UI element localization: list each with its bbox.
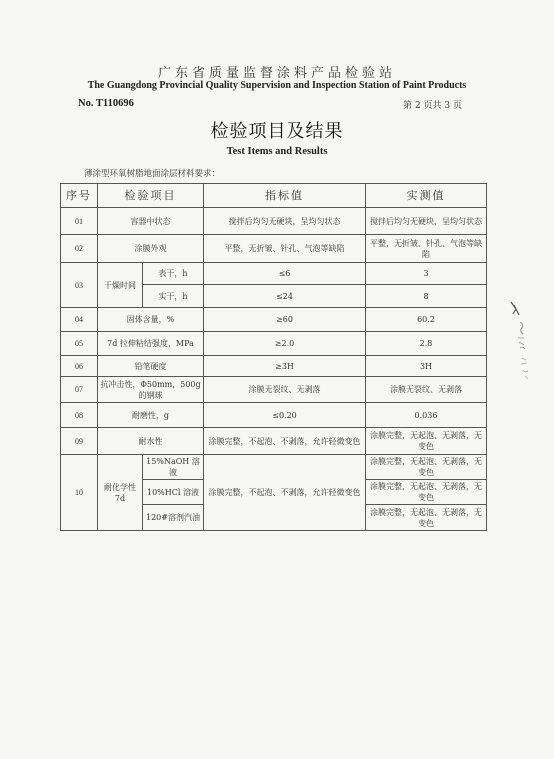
page-title-cn: 检验项目及结果	[210, 121, 344, 142]
row-spec: ≥2.0	[204, 332, 366, 356]
requirement-note: 薄涂型环氧树脂地面涂层材料要求：	[84, 169, 221, 179]
row-result: 涂膜完整，无起泡、无剥落，无变色	[366, 428, 487, 455]
row-result: 3H	[366, 356, 487, 377]
row-spec: 涂膜完整，不起泡、不剥落，允许轻微变色	[204, 428, 366, 455]
page-title-en: Test Items and Results	[226, 146, 328, 157]
table-row	[61, 208, 487, 235]
row-number: 08	[61, 403, 98, 428]
row-result: 涂膜完整，无起泡、无剥落，无变色	[366, 455, 487, 480]
row-item: 涂膜外观	[98, 235, 204, 263]
row-spec: 搅拌后均匀无硬块，呈均匀状态	[204, 208, 366, 235]
row-item: 抗冲击性，Φ50mm，500g 的钢球	[98, 377, 204, 403]
row-spec: ≥3H	[204, 356, 366, 377]
row-result: 60.2	[366, 308, 487, 332]
table-row	[61, 263, 487, 285]
row-item: 铅笔硬度	[98, 356, 204, 377]
row-result: 3	[366, 263, 487, 285]
row-spec: ≤0.20	[204, 403, 366, 428]
row-result: 涂膜完整，无起泡、无剥落，无变色	[366, 480, 487, 505]
table-row	[61, 377, 487, 403]
row-result: 搅拌后均匀无硬块，呈均匀状态	[366, 208, 487, 235]
row-item: 耐磨性，g	[98, 403, 204, 428]
row-number: 02	[61, 235, 98, 263]
row-result: 0.036	[366, 403, 487, 428]
header-result: 实测值	[366, 184, 487, 208]
table-row	[61, 403, 487, 428]
row-subitem: 120#溶剂汽油	[143, 505, 204, 531]
table-row	[61, 356, 487, 377]
organization-name-en: The Guangdong Provincial Quality Supervision and Inspection Station of Paint Products	[87, 80, 467, 91]
header-spec: 指标值	[204, 184, 366, 208]
page-number: 第 2 页共 3 页	[403, 101, 462, 111]
table-row	[61, 428, 487, 455]
row-spec: 涂膜完整，不起泡、不剥落，允许轻微变色	[204, 455, 366, 531]
row-subitem: 实干，h	[143, 285, 204, 308]
margin-seal-mark	[508, 300, 536, 382]
row-spec: ≤24	[204, 285, 366, 308]
header-no: 序号	[61, 184, 98, 208]
row-number: 04	[61, 308, 98, 332]
row-item: 耐水性	[98, 428, 204, 455]
row-number: 07	[61, 377, 98, 403]
table-header-row	[61, 184, 487, 208]
results-table	[60, 183, 487, 531]
report-number: No. T110696	[78, 98, 134, 109]
table-row	[61, 235, 487, 263]
table-row	[61, 455, 487, 480]
row-subitem: 15%NaOH 溶液	[143, 455, 204, 480]
row-subitem: 10%HCl 溶液	[143, 480, 204, 505]
row-number: 03	[61, 263, 98, 308]
row-spec: 平整，无折皱、针孔、气泡等缺陷	[204, 235, 366, 263]
organization-name-cn: 广东省质量监督涂料产品检验站	[157, 66, 396, 81]
row-item: 容器中状态	[98, 208, 204, 235]
row-number: 06	[61, 356, 98, 377]
row-result: 8	[366, 285, 487, 308]
row-spec: 涂膜无裂纹、无剥落	[204, 377, 366, 403]
row-item: 耐化学性 7d	[98, 455, 143, 531]
row-item: 干燥时间	[98, 263, 143, 308]
table-row	[61, 308, 487, 332]
row-number: 05	[61, 332, 98, 356]
row-item: 固体含量，%	[98, 308, 204, 332]
row-result: 涂膜无裂纹、无剥落	[366, 377, 487, 403]
row-result: 涂膜完整，无起泡、无剥落，无变色	[366, 505, 487, 531]
row-number: 10	[61, 455, 98, 531]
header-item: 检验项目	[98, 184, 204, 208]
row-result: 平整，无折皱、针孔、气泡等缺陷	[366, 235, 487, 263]
row-result: 2.8	[366, 332, 487, 356]
row-item: 7d 拉伸粘结强度，MPa	[98, 332, 204, 356]
row-spec: ≥60	[204, 308, 366, 332]
row-subitem: 表干，h	[143, 263, 204, 285]
row-number: 09	[61, 428, 98, 455]
row-number: 01	[61, 208, 98, 235]
table-row	[61, 332, 487, 356]
row-spec: ≤6	[204, 263, 366, 285]
